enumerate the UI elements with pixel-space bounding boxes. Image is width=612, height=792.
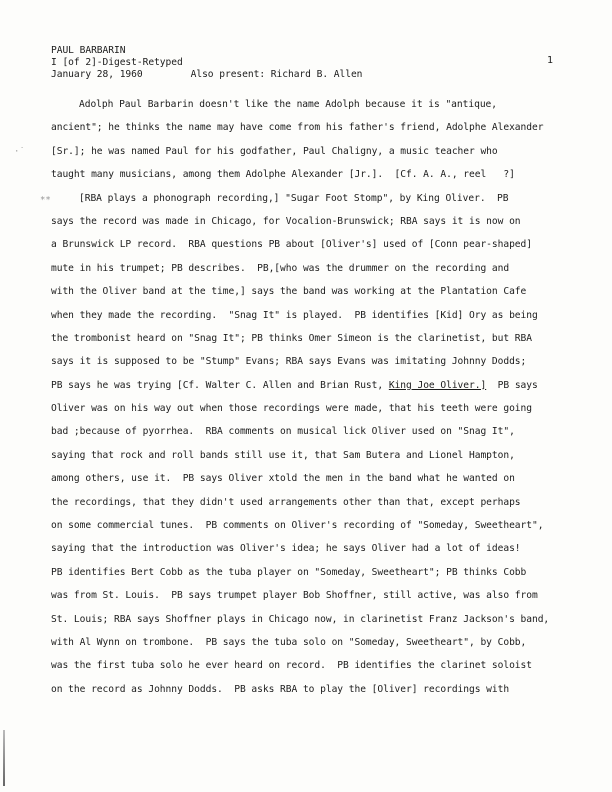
margin-mark: ·˙: [14, 147, 25, 157]
text-line: was from St. Louis. PB says trumpet player Bob Shoffner, still active, was also from: [51, 590, 538, 602]
text-line: with Al Wynn on trombone. PB says the tuba solo on "Someday, Sweetheart", by Cobb,: [51, 636, 527, 648]
document-header: [51, 45, 362, 81]
text-line: was the first tuba solo he ever heard on record. PB identifies the clarinet soloist: [51, 660, 532, 672]
interview-date: January 28, 1960: [51, 69, 143, 80]
text-line: PB identifies Bert Cobb as the tuba player on "Someday, Sweetheart"; PB thinks Cobb: [51, 566, 527, 578]
document-body: [51, 96, 581, 704]
text-segment: PB says: [486, 379, 538, 391]
text-segment: PB says he was trying [Cf. Walter C. Allen and Brian Rust,: [51, 379, 389, 391]
also-present: Also present: Richard B. Allen: [190, 69, 363, 80]
scan-edge-mark: [3, 730, 5, 786]
reel-info: I [of 2]-Digest-Retyped: [51, 57, 183, 68]
page-number: 1: [547, 55, 553, 66]
text-line: when they made the recording. "Snag It" is played. PB identifies [Kid] Ory as being: [51, 309, 538, 321]
text-line: bad ;because of pyorrhea. RBA comments on musical lick Oliver used on "Snag It",: [51, 426, 515, 438]
text-line: saying that rock and roll bands still use it, that Sam Butera and Lionel Hampton,: [51, 449, 515, 461]
text-line: [51, 377, 581, 400]
text-line: Adolph Paul Barbarin doesn't like the name Adolph because it is "antique,: [79, 99, 497, 110]
text-line: says it is supposed to be "Stump" Evans; RBA says Evans was imitating Johnny Dodds;: [51, 356, 527, 368]
text-line: St. Louis; RBA says Shoffner plays in Chicago now, in clarinetist Franz Jackson's band,: [51, 613, 550, 625]
text-line: with the Oliver band at the time,] says the band was working at the Plantation Cafe: [51, 286, 527, 298]
text-line: the recordings, that they didn't used arrangements other than that, except perhaps: [51, 496, 521, 508]
margin-mark: ∗∗: [40, 194, 51, 204]
text-line: [Sr.]; he was named Paul for his godfather, Paul Chaligny, a music teacher who: [51, 145, 498, 157]
text-line: ancient"; he thinks the name may have come from his father's friend, Adolphe Alexander: [51, 122, 544, 134]
text-line: on some commercial tunes. PB comments on Oliver's recording of "Someday, Sweetheart",: [51, 520, 544, 532]
text-line: the trombonist heard on "Snag It"; PB thinks Omer Simeon is the clarinetist, but RBA: [51, 332, 532, 344]
text-line: taught many musicians, among them Adolphe Alexander [Jr.]. [Cf. A. A., reel ?]: [51, 169, 515, 181]
text-line: [RBA plays a phonograph recording,] "Sugar Foot Stomp", by King Oliver. PB: [79, 192, 509, 204]
date-line: [51, 69, 362, 81]
text-line: mute in his trumpet; PB describes. PB,[who was the drummer on the recording and: [51, 262, 510, 274]
text-line: a Brunswick LP record. RBA questions PB about [Oliver's] used of [Conn pear-shaped]: [51, 239, 532, 251]
text-line: says the record was made in Chicago, for Vocalion-Brunswick; RBA says it is now on: [51, 215, 521, 227]
underlined-citation: King Joe Oliver.]: [388, 379, 487, 391]
text-line: on the record as Johnny Dodds. PB asks RBA to play the [Oliver] recordings with: [51, 683, 510, 695]
text-line: Oliver was on his way out when those recordings were made, that his teeth were going: [51, 403, 532, 415]
interviewee-name: PAUL BARBARIN: [51, 45, 126, 56]
text-line: saying that the introduction was Oliver's idea; he says Oliver had a lot of ideas!: [51, 543, 521, 555]
text-line: among others, use it. PB says Oliver xtold the men in the band what he wanted on: [51, 473, 515, 485]
